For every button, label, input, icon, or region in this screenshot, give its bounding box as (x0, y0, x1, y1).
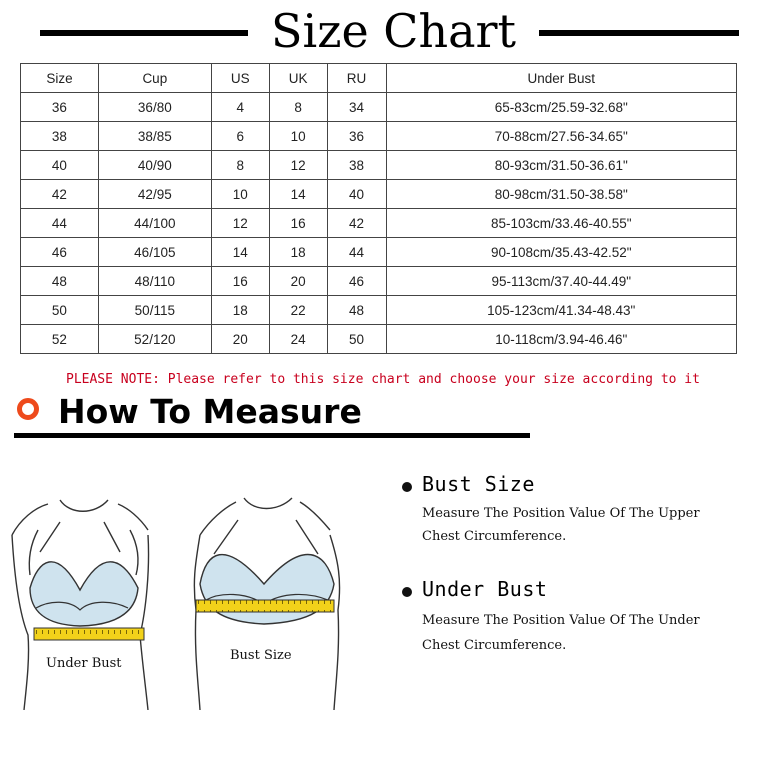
cell-size: 44 (21, 209, 99, 238)
col-header-uk: UK (269, 64, 327, 93)
col-header-ru: RU (327, 64, 386, 93)
table-row (21, 151, 737, 180)
cell-us: 16 (211, 267, 269, 296)
bust-size-desc-line2: Chest Circumference. (422, 529, 567, 544)
table-row (21, 209, 737, 238)
table-row (21, 267, 737, 296)
under-bust-tape (34, 628, 144, 640)
page-title: Size Chart (270, 4, 517, 58)
cell-us: 10 (211, 180, 269, 209)
size-note: PLEASE NOTE: Please refer to this size chart and choose your size according to it (66, 372, 700, 387)
cell-cup: 42/95 (98, 180, 211, 209)
col-header-under-bust: Under Bust (386, 64, 736, 93)
bust-size-desc-line1: Measure The Position Value Of The Upper (422, 506, 700, 521)
title-row (0, 0, 768, 62)
cell-under-bust: 70-88cm/27.56-34.65" (386, 122, 736, 151)
cell-size: 36 (21, 93, 99, 122)
cell-cup: 52/120 (98, 325, 211, 354)
cell-cup: 48/110 (98, 267, 211, 296)
cell-size: 38 (21, 122, 99, 151)
cell-uk: 16 (269, 209, 327, 238)
size-table (20, 63, 737, 354)
cell-us: 6 (211, 122, 269, 151)
title-rule-right (539, 30, 739, 36)
cell-cup: 44/100 (98, 209, 211, 238)
how-to-measure-title: How To Measure (58, 392, 362, 431)
table-row (21, 238, 737, 267)
cell-uk: 8 (269, 93, 327, 122)
cell-us: 20 (211, 325, 269, 354)
cell-uk: 24 (269, 325, 327, 354)
table-row (21, 325, 737, 354)
bra-measure-illustration (0, 460, 390, 710)
cell-cup: 36/80 (98, 93, 211, 122)
cell-ru: 46 (327, 267, 386, 296)
table-row (21, 93, 737, 122)
under-bust-desc-line1: Measure The Position Value Of The Under (422, 613, 700, 628)
cell-us: 4 (211, 93, 269, 122)
cell-ru: 44 (327, 238, 386, 267)
cell-uk: 12 (269, 151, 327, 180)
caption-under-bust: Under Bust (46, 656, 122, 671)
cell-under-bust: 105-123cm/41.34-48.43" (386, 296, 736, 325)
cell-uk: 14 (269, 180, 327, 209)
cell-uk: 10 (269, 122, 327, 151)
cell-us: 14 (211, 238, 269, 267)
col-header-us: US (211, 64, 269, 93)
cell-ru: 48 (327, 296, 386, 325)
under-bust-title: Under Bust (422, 577, 548, 601)
how-to-rule (14, 433, 530, 438)
cell-cup: 40/90 (98, 151, 211, 180)
col-header-cup: Cup (98, 64, 211, 93)
bullet-dot-icon (402, 587, 412, 597)
cell-ru: 34 (327, 93, 386, 122)
cell-ru: 40 (327, 180, 386, 209)
cell-ru: 42 (327, 209, 386, 238)
how-to-measure-header (14, 393, 534, 437)
cell-size: 48 (21, 267, 99, 296)
caption-bust-size: Bust Size (230, 648, 292, 663)
cell-under-bust: 80-98cm/31.50-38.58" (386, 180, 736, 209)
under-bust-desc-line2: Chest Circumference. (422, 638, 567, 653)
measure-illustration (0, 460, 390, 710)
cell-size: 40 (21, 151, 99, 180)
bullet-dot-icon (402, 482, 412, 492)
circle-bullet-icon (17, 398, 39, 420)
cell-ru: 36 (327, 122, 386, 151)
bust-size-tape (196, 600, 334, 612)
under-bust-bra (30, 522, 138, 626)
cell-size: 52 (21, 325, 99, 354)
cell-us: 8 (211, 151, 269, 180)
cell-size: 50 (21, 296, 99, 325)
cell-under-bust: 95-113cm/37.40-44.49" (386, 267, 736, 296)
title-rule-left (40, 30, 248, 36)
col-header-size: Size (21, 64, 99, 93)
cell-cup: 50/115 (98, 296, 211, 325)
bust-size-title: Bust Size (422, 472, 535, 496)
table-row (21, 180, 737, 209)
cell-under-bust: 85-103cm/33.46-40.55" (386, 209, 736, 238)
cell-under-bust: 10-118cm/3.94-46.46" (386, 325, 736, 354)
cell-ru: 38 (327, 151, 386, 180)
table-row (21, 296, 737, 325)
cell-under-bust: 65-83cm/25.59-32.68" (386, 93, 736, 122)
table-header-row (21, 64, 737, 93)
cell-us: 12 (211, 209, 269, 238)
cell-ru: 50 (327, 325, 386, 354)
cell-cup: 38/85 (98, 122, 211, 151)
cell-us: 18 (211, 296, 269, 325)
cell-uk: 22 (269, 296, 327, 325)
cell-size: 42 (21, 180, 99, 209)
cell-uk: 18 (269, 238, 327, 267)
cell-size: 46 (21, 238, 99, 267)
table-row (21, 122, 737, 151)
cell-cup: 46/105 (98, 238, 211, 267)
cell-under-bust: 80-93cm/31.50-36.61" (386, 151, 736, 180)
cell-under-bust: 90-108cm/35.43-42.52" (386, 238, 736, 267)
cell-uk: 20 (269, 267, 327, 296)
